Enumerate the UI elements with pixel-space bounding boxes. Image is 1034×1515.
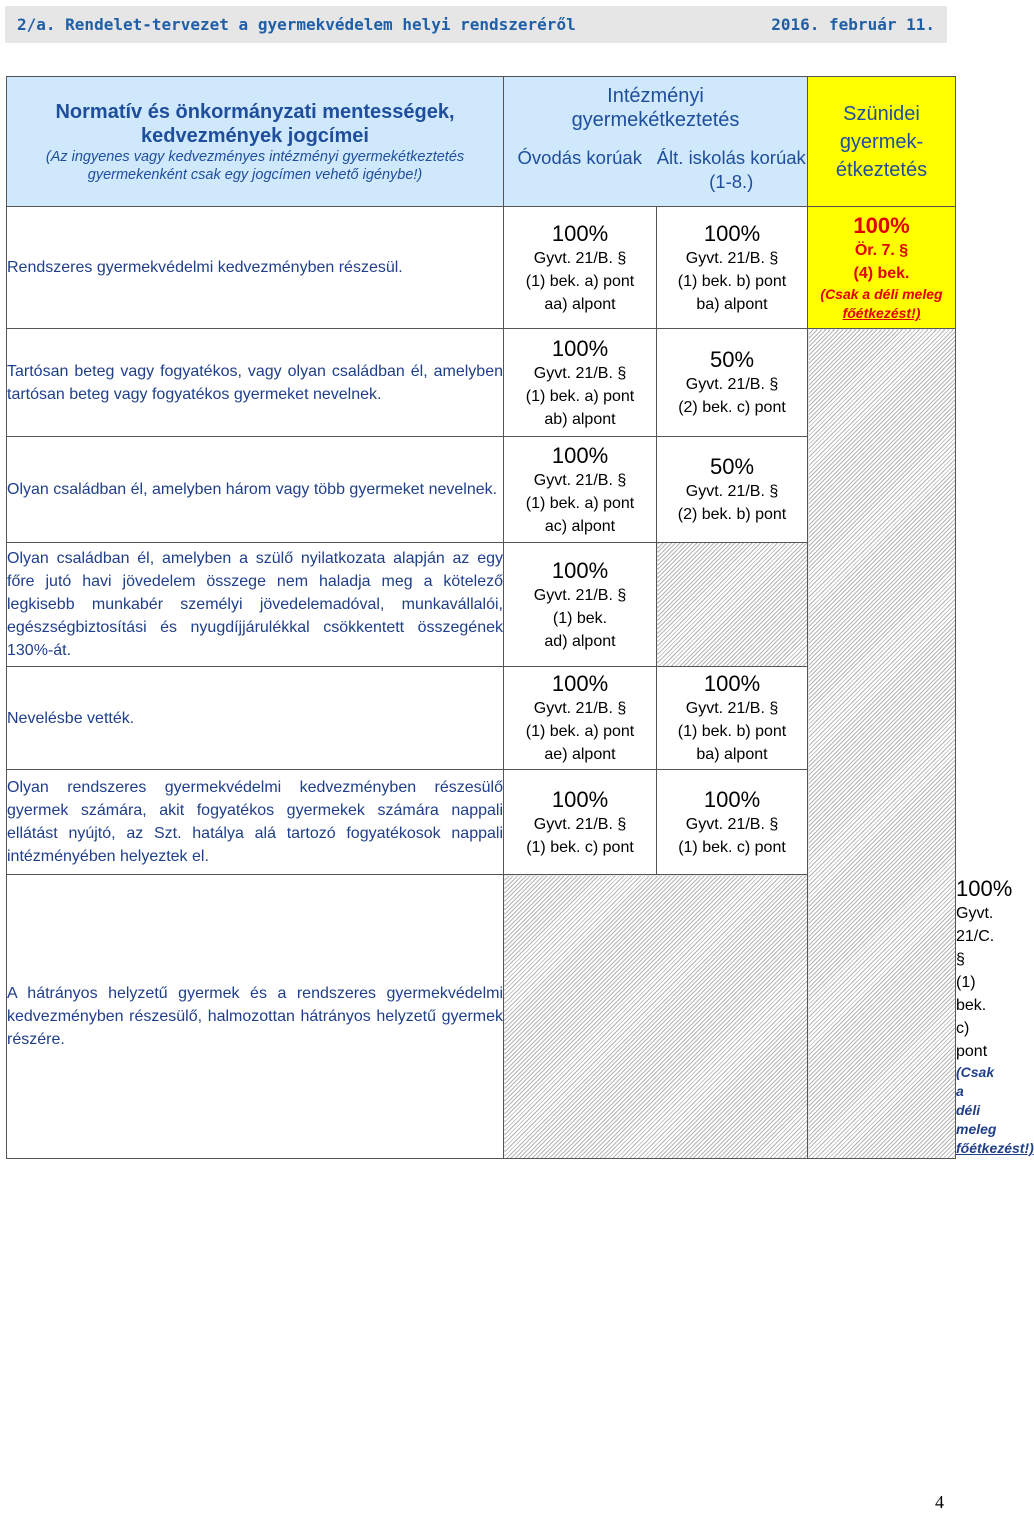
document-date: 2016. február 11. <box>771 15 935 34</box>
row-description: Rendszeres gyermekvédelmi kedvezményben részesül. <box>7 207 504 329</box>
header-institutional: Intézményi gyermekétkeztetés Óvodás korúak Ált. iskolás korúak (1-8.) <box>504 77 808 207</box>
page-number: 4 <box>935 1492 944 1512</box>
header-summer: Szünidei gyermek-étkeztetés <box>808 77 956 207</box>
kindergarten-cell: 100% Gyvt. 21/B. § (1) bek. a) pont ab) alpont <box>504 329 657 437</box>
kindergarten-cell: 100% Gyvt. 21/B. § (1) bek. a) pont ae) alpont <box>504 667 657 770</box>
row-description: Olyan családban él, amelyben a szülő nyilatkozata alapján az egy főre jutó havi jövedelem összege nem haladja meg a kötelező legkisebb munkabér személyi jövedelemadóval, munkavállalói, egészségbiztosítási és nyugdíjjárulékkal csökkentett összegének 130%-át. <box>7 543 504 667</box>
kindergarten-cell: 100% Gyvt. 21/B. § (1) bek. ad) alpont <box>504 543 657 667</box>
school-cell: 100% Gyvt. 21/B. § (1) bek. b) pont ba) alpont <box>657 667 808 770</box>
row-description: A hátrányos helyzetű gyermek és a rendszeres gyermekvédelmi kedvezményben részesülő, halmozottan hátrányos helyzetű gyermek részére. <box>7 875 504 1159</box>
kindergarten-cell: 100% Gyvt. 21/B. § (1) bek. a) pont aa) alpont <box>504 207 657 329</box>
summer-cell: 100% Ör. 7. § (4) bek. (Csak a déli meleg főétkezést!) <box>808 207 956 329</box>
header-kindergarten: Óvodás korúak <box>517 146 642 168</box>
school-cell: 50% Gyvt. 21/B. § (2) bek. c) pont <box>657 329 808 437</box>
table-row: A hátrányos helyzetű gyermek és a rendszeres gyermekvédelmi kedvezményben részesülő, halmozottan hátrányos helyzetű gyermek részére. 100% Gyvt. 21/C. § (1) bek. c) pont (Csak a déli meleg főétkezést!) <box>7 875 956 1159</box>
kindergarten-cell: 100% Gyvt. 21/B. § (1) bek. a) pont ac) alpont <box>504 437 657 543</box>
row-description: Olyan rendszeres gyermekvédelmi kedvezményben részesülő gyermek számára, akit fogyatékos gyermekek számára nappali ellátást nyújtó, az Szt. hatálya alá tartozó fogyatékosok nappali intézményében helyeztek el. <box>7 770 504 875</box>
exemption-table <box>6 76 1034 1159</box>
school-cell: 100% Gyvt. 21/B. § (1) bek. c) pont <box>657 770 808 875</box>
kindergarten-cell: 100% Gyvt. 21/B. § (1) bek. c) pont <box>504 770 657 875</box>
table-row <box>7 329 956 437</box>
school-cell: 50% Gyvt. 21/B. § (2) bek. b) pont <box>657 437 808 543</box>
institutional-not-applicable-hatched <box>504 875 808 1159</box>
summer-not-applicable-hatched <box>808 329 956 1159</box>
row-description: Tartósan beteg vagy fogyatékos, vagy olyan családban él, amelyben tartósan beteg vagy fogyatékos gyermeket nevelnek. <box>7 329 504 437</box>
header-legal-grounds: Normatív és önkormányzati mentességek, kedvezmények jogcímei (Az ingyenes vagy kedvezményes intézményi gyermekétkeztetés gyermekenként csak egy jogcímen vehető igénybe!) <box>7 77 504 207</box>
row-description: Nevelésbe vették. <box>7 667 504 770</box>
header-school: Ált. iskolás korúak (1-8.) <box>656 146 806 192</box>
school-cell: 100% Gyvt. 21/B. § (1) bek. b) pont ba) alpont <box>657 207 808 329</box>
row-description: Olyan családban él, amelyben három vagy több gyermeket nevelnek. <box>7 437 504 543</box>
table-row <box>7 207 956 329</box>
document-title: 2/a. Rendelet-tervezet a gyermekvédelem helyi rendszeréről <box>17 15 576 34</box>
table-header-row <box>7 77 956 207</box>
school-not-applicable-hatched <box>657 543 808 667</box>
document-header-bar <box>5 6 947 43</box>
